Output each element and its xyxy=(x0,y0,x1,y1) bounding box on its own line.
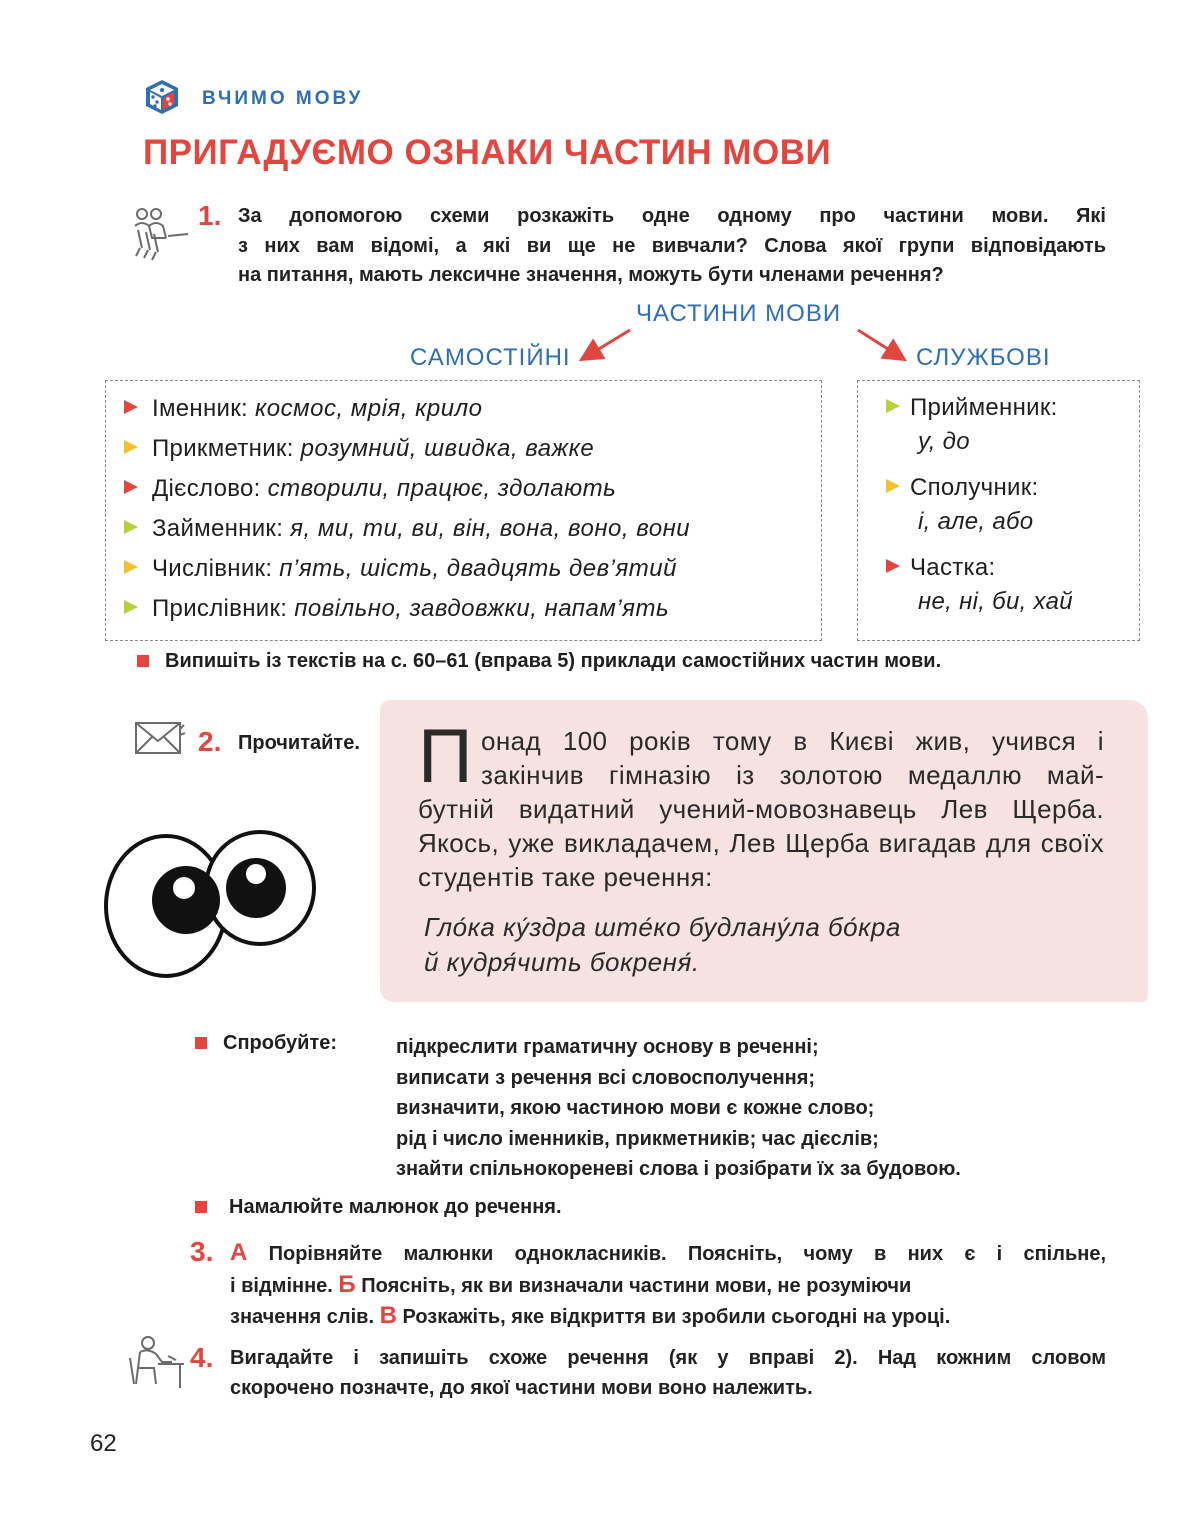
letter-c: В xyxy=(379,1302,397,1329)
task1-line: За допомогою схеми розкажіть одне одному про частини мови. Які xyxy=(238,205,1106,227)
try-list xyxy=(396,1032,961,1185)
marker-icon xyxy=(124,440,138,454)
list-item: рід і число іменників, прикметників; час дієслів; xyxy=(396,1127,879,1150)
list-item: знайти спільнокореневі слова і розібрати їх за будовою. xyxy=(396,1158,961,1180)
marker-icon xyxy=(124,560,138,574)
task2-prompt: Прочитайте. xyxy=(238,732,360,754)
pair-work-icon xyxy=(130,204,190,264)
scheme-arrows xyxy=(570,320,920,370)
marker-icon xyxy=(886,399,900,413)
list-item: Частка: xyxy=(886,551,1139,585)
nonsense-sentence: Гло́ка ку́здра ште́ко будлану́ла бо́кра й кудря́чить бокреня́. xyxy=(424,912,901,977)
bullet-square-icon xyxy=(195,1201,207,1213)
scheme-left-label: САМОСТІЙНІ xyxy=(410,344,571,371)
list-item: виписати з речення всі словосполучення; xyxy=(396,1066,816,1089)
page-title: ПРИГАДУЄМО ОЗНАКИ ЧАСТИН МОВИ xyxy=(143,133,832,172)
task1-number: 1. xyxy=(198,200,222,231)
task4-text: Вигадайте і запишіть схоже речення (як у вправі 2). Над кожним словом скорочено позначте, до якої частини мови воно належить. xyxy=(230,1347,1106,1399)
list-item: підкреслити граматичну основу в реченні; xyxy=(396,1036,819,1058)
independent-parts-box xyxy=(105,380,822,641)
desk-writing-icon xyxy=(128,1334,186,1392)
list-item-examples: не, ні, би, хай xyxy=(918,588,1073,615)
marker-icon xyxy=(124,400,138,414)
dice-icon xyxy=(143,78,181,116)
list-item: Іменник: космос, мрія, крило xyxy=(124,389,821,429)
marker-icon xyxy=(124,520,138,534)
list-item: Дієслово: створили, працює, здолають xyxy=(124,469,821,509)
task3-number: 3. xyxy=(190,1236,214,1267)
googly-eyes-illustration xyxy=(102,828,318,978)
task1-text xyxy=(238,202,1106,291)
task1-line: з них вам відомі, а які ви ще не вивчали? Слова якої групи відповідають xyxy=(238,234,1106,257)
story-text: П онад 100 років тому в Києві жив, учився і закінчив гімназію із золотою медаллю май- бутній видатний учений-мовознавець Лев Щерба. Якось, уже викладачем, Лев Щерба вигадав для своїх студентів таке речення: xyxy=(418,714,1104,892)
list-item: визначити, якою частиною мови є кожне слово; xyxy=(396,1097,875,1119)
auxiliary-parts-box xyxy=(857,380,1140,641)
task1-line: на питання, мають лексичне значення, можуть бути членами речення? xyxy=(238,264,944,286)
list-item: Прийменник: xyxy=(886,391,1139,425)
list-item: Прикметник: розумний, швидка, важке xyxy=(124,429,821,469)
marker-icon xyxy=(886,479,900,493)
task3-text: А Порівняйте малюнки однокласників. Поясніть, чому в них є і спільне, і відмінне. Б Поясніть, як ви визначали частини мови, не розуміючи значення слів. В Розкажіть, яке відкриття ви зробили сьогодні на уроці. xyxy=(230,1239,1107,1329)
task4-number: 4. xyxy=(190,1342,214,1373)
task2-number: 2. xyxy=(198,726,222,757)
try-label: Спробуйте: xyxy=(195,1032,337,1055)
draw-task: Намалюйте малюнок до речення. xyxy=(195,1196,562,1219)
envelope-icon xyxy=(134,721,186,757)
letter-b: Б xyxy=(338,1270,356,1298)
task1-note: Випишіть із текстів на с. 60–61 (вправа 5) приклади самостійних частин мови. xyxy=(137,650,941,673)
marker-icon xyxy=(124,600,138,614)
arrow-left xyxy=(584,330,630,358)
list-item-examples: у, до xyxy=(918,428,970,455)
list-item: Займенник: я, ми, ти, ви, він, вона, воно, вони xyxy=(124,509,821,549)
list-item-examples: і, але, або xyxy=(918,508,1034,535)
drop-cap: П xyxy=(418,714,474,799)
marker-icon xyxy=(124,480,138,494)
scheme-right-label: СЛУЖБОВІ xyxy=(916,344,1051,371)
section-label: ВЧИМО МОВУ xyxy=(202,88,364,109)
arrow-right xyxy=(858,330,902,358)
list-item: Прислівник: повільно, завдовжки, напам’ять xyxy=(124,589,821,629)
scheme-root: ЧАСТИНИ МОВИ xyxy=(636,300,842,327)
list-item: Сполучник: xyxy=(886,471,1139,505)
list-item: Числівник: п’ять, шість, двадцять дев’ятий xyxy=(124,549,821,589)
letter-a: А xyxy=(230,1239,248,1266)
bullet-square-icon xyxy=(195,1037,207,1049)
bullet-square-icon xyxy=(137,655,149,667)
page-number: 62 xyxy=(90,1430,117,1457)
marker-icon xyxy=(886,559,900,573)
